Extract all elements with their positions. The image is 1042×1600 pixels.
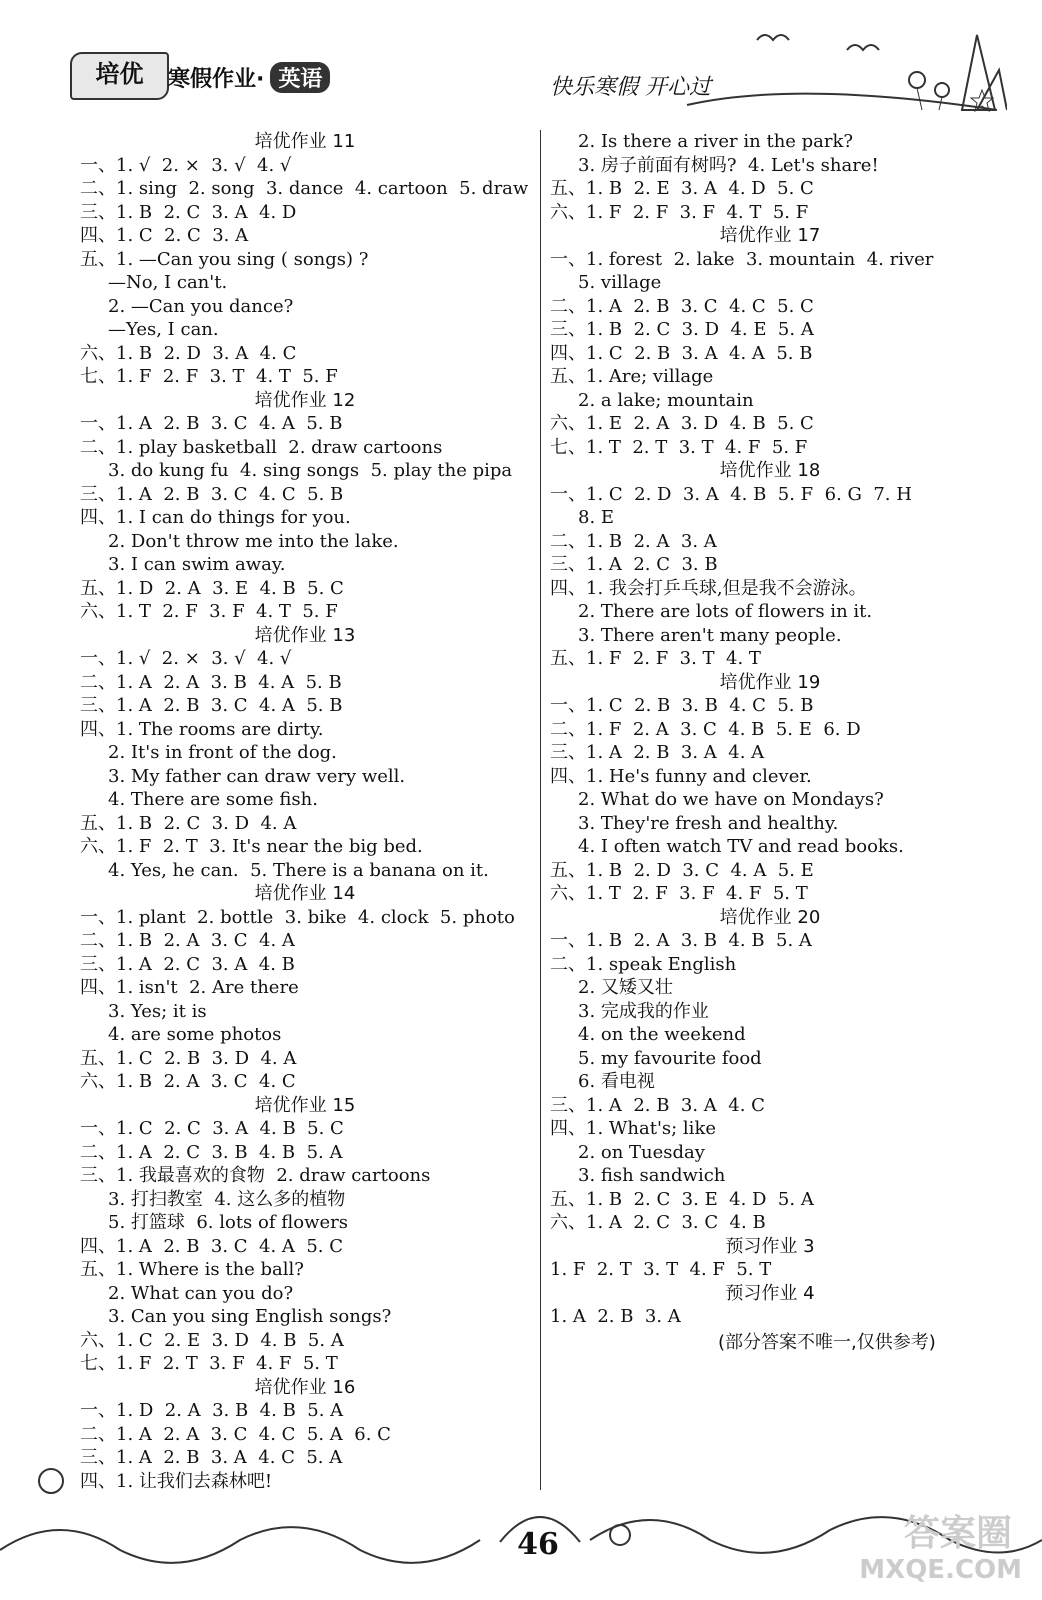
answer-line: 二、1. speak English	[550, 953, 737, 975]
left-column	[80, 130, 530, 1493]
answer-line: 二、1. sing 2. song 3. dance 4. cartoon 5. draw	[80, 178, 529, 199]
header-decoration-icon	[677, 10, 1007, 120]
answer-line: 五、1. C 2. B 3. D 4. A	[80, 1047, 297, 1069]
answer-line: 二、1. A 2. A 3. C 4. C 5. A 6. C	[80, 1423, 391, 1445]
answer-line: 2. a lake; mountain	[578, 389, 754, 411]
answer-line: 六、1. T 2. F 3. F 4. T 5. F	[80, 601, 338, 622]
answer-line: 五、1. B 2. D 3. C 4. A 5. E	[550, 859, 814, 881]
answer-line: 2. It's in front of the dog.	[108, 742, 337, 763]
footnote: (部分答案不唯一,仅供参考)	[718, 1332, 936, 1353]
answer-line: 3. There aren't many people.	[578, 624, 842, 646]
answer-line: 2. There are lots of flowers in it.	[578, 601, 873, 622]
answer-line: 4. are some photos	[108, 1024, 282, 1045]
answer-line: 3. 房子前面有树吗? 4. Let's share!	[578, 154, 879, 176]
answer-line: 一、1. √ 2. × 3. √ 4. √	[80, 154, 292, 176]
answer-line: 一、1. B 2. A 3. B 4. B 5. A	[550, 930, 812, 951]
answer-line: 五、1. F 2. F 3. T 4. T	[550, 648, 761, 669]
answer-line: 一、1. plant 2. bottle 3. bike 4. clock 5. photo	[80, 906, 515, 928]
answer-line: 六、1. F 2. T 3. It's near the big bed.	[80, 836, 423, 857]
answer-line: 二、1. A 2. A 3. B 4. A 5. B	[80, 671, 342, 693]
column-divider	[540, 130, 541, 1490]
answer-line: 七、1. T 2. T 3. T 4. F 5. F	[550, 436, 808, 458]
answer-line: 3. Can you sing English songs?	[108, 1306, 392, 1327]
logo: 培优	[70, 52, 169, 100]
answer-line: 2. 又矮又壮	[578, 977, 673, 998]
answer-line: 5. my favourite food	[578, 1047, 762, 1069]
answer-line: 4. Yes, he can. 5. There is a banana on it.	[108, 859, 489, 881]
answer-line: 六、1. A 2. C 3. C 4. B	[550, 1212, 766, 1233]
section-heading: 培优作业 16	[254, 1376, 356, 1398]
answer-line: 4. I often watch TV and read books.	[578, 836, 904, 857]
answer-line: 六、1. C 2. E 3. D 4. B 5. A	[80, 1329, 344, 1351]
answer-line: 二、1. B 2. A 3. C 4. A	[80, 930, 295, 951]
answer-line: 一、1. C 2. B 3. B 4. C 5. B	[550, 695, 814, 716]
section-heading: 培优作业 19	[719, 671, 821, 693]
answer-line: 三、1. A 2. C 3. A 4. B	[80, 953, 295, 975]
answer-line: 三、1. A 2. B 3. A 4. C 5. A	[80, 1447, 343, 1468]
answer-line: 五、1. D 2. A 3. E 4. B 5. C	[80, 577, 344, 599]
answer-line: 二、1. A 2. B 3. C 4. C 5. C	[550, 295, 814, 317]
answer-line: 3. 完成我的作业	[578, 1000, 709, 1022]
answer-line: 七、1. F 2. F 3. T 4. T 5. F	[80, 366, 338, 387]
answer-line: 六、1. E 2. A 3. D 4. B 5. C	[550, 413, 814, 434]
answer-line: 三、1. A 2. B 3. C 4. A 5. B	[80, 695, 343, 716]
answer-line: 3. 打扫教室 4. 这么多的植物	[108, 1188, 346, 1210]
answer-line: 五、1. B 2. C 3. E 4. D 5. A	[550, 1188, 814, 1210]
answer-line: 四、1. C 2. B 3. A 4. A 5. B	[550, 342, 813, 364]
answer-line: 3. Yes; it is	[108, 1000, 207, 1022]
right-column	[550, 130, 990, 1329]
section-heading: 培优作业 14	[254, 883, 356, 904]
section-heading: 预习作业 3	[725, 1235, 815, 1257]
answer-line: 六、1. F 2. F 3. F 4. T 5. F	[550, 201, 809, 223]
subject-badge: 英语	[270, 62, 330, 93]
answer-line: 七、1. F 2. T 3. F 4. F 5. T	[80, 1353, 338, 1374]
answer-line: —Yes, I can.	[108, 319, 219, 340]
answer-line: 2. on Tuesday	[578, 1141, 705, 1163]
answer-line: 3. do kung fu 4. sing songs 5. play the pipa	[108, 460, 513, 481]
answer-line: 五、1. B 2. C 3. D 4. A	[80, 812, 297, 834]
answer-line: 3. I can swim away.	[108, 554, 286, 575]
answer-line: 一、1. C 2. D 3. A 4. B 5. F 6. G 7. H	[550, 483, 912, 505]
section-heading: 培优作业 18	[719, 460, 821, 481]
answer-line: 五、1. —Can you sing ( songs) ?	[80, 248, 369, 270]
section-heading: 培优作业 11	[254, 131, 356, 152]
answer-line: 三、1. A 2. B 3. C 4. C 5. B	[80, 483, 344, 505]
section-heading: 培优作业 13	[254, 624, 356, 646]
answer-line: 四、1. 我会打乒乓球,但是我不会游泳。	[550, 577, 867, 599]
answer-line: 三、1. B 2. C 3. A 4. D	[80, 201, 297, 223]
answer-line: 2. —Can you dance?	[108, 295, 294, 317]
answer-line: 四、1. A 2. B 3. C 4. A 5. C	[80, 1235, 344, 1257]
answer-line: 二、1. B 2. A 3. A	[550, 530, 717, 552]
answer-line: —No, I can't.	[108, 272, 228, 293]
section-heading: 培优作业 20	[719, 906, 821, 928]
answer-line: 五、1. Are; village	[550, 366, 714, 387]
answer-line: 2. Don't throw me into the lake.	[108, 530, 399, 552]
answer-line: 二、1. F 2. A 3. C 4. B 5. E 6. D	[550, 718, 861, 740]
answer-line: 2. What do we have on Mondays?	[578, 789, 884, 810]
section-heading: 培优作业 17	[719, 225, 821, 246]
answer-line: 一、1. √ 2. × 3. √ 4. √	[80, 648, 292, 669]
watermark-url: MXQE.COM	[859, 1555, 1022, 1585]
answer-line: 六、1. B 2. A 3. C 4. C	[80, 1071, 296, 1092]
answer-line: 三、1. A 2. B 3. A 4. A	[550, 742, 765, 763]
answer-line: 四、1. The rooms are dirty.	[80, 718, 324, 740]
answer-line: 5. village	[578, 272, 662, 293]
answer-line: 四、1. What's; like	[550, 1118, 716, 1139]
answer-line: 五、1. Where is the ball?	[80, 1259, 304, 1280]
answer-line: 四、1. I can do things for you.	[80, 507, 351, 528]
answer-line: 一、1. forest 2. lake 3. mountain 4. river	[550, 248, 934, 270]
answer-line: 1. F 2. T 3. T 4. F 5. T	[550, 1259, 772, 1280]
answer-line: 二、1. play basketball 2. draw cartoons	[80, 436, 443, 458]
answer-line: 2. What can you do?	[108, 1282, 294, 1304]
answer-line: 4. There are some fish.	[108, 789, 318, 810]
answer-line: 3. fish sandwich	[578, 1165, 726, 1186]
answer-line: 5. 打篮球 6. lots of flowers	[108, 1212, 348, 1233]
section-heading: 预习作业 4	[725, 1282, 815, 1304]
answer-line: 三、1. A 2. B 3. A 4. C	[550, 1094, 765, 1116]
answer-line: 3. My father can draw very well.	[108, 765, 406, 787]
section-heading: 培优作业 15	[254, 1094, 356, 1116]
answer-line: 6. 看电视	[578, 1071, 655, 1092]
book-title	[168, 62, 330, 93]
answer-line: 四、1. He's funny and clever.	[550, 765, 812, 787]
answer-line: 三、1. B 2. C 3. D 4. E 5. A	[550, 319, 814, 340]
page-header	[0, 0, 1042, 125]
slogan: 快乐寒假 开心过	[550, 75, 711, 100]
answer-line: 一、1. A 2. B 3. C 4. A 5. B	[80, 413, 343, 434]
answer-line: 一、1. D 2. A 3. B 4. B 5. A	[80, 1400, 344, 1421]
page-number: 46	[517, 1527, 559, 1562]
answer-line: 三、1. A 2. C 3. B	[550, 554, 718, 575]
answer-line: 四、1. C 2. C 3. A	[80, 225, 249, 246]
answer-line: 三、1. 我最喜欢的食物 2. draw cartoons	[80, 1165, 431, 1186]
answer-line: 一、1. C 2. C 3. A 4. B 5. C	[80, 1118, 344, 1139]
answer-line: 2. Is there a river in the park?	[578, 131, 854, 152]
answer-line: 六、1. B 2. D 3. A 4. C	[80, 342, 297, 364]
answer-line: 五、1. B 2. E 3. A 4. D 5. C	[550, 178, 814, 199]
answer-line: 六、1. T 2. F 3. F 4. F 5. T	[550, 883, 808, 904]
answer-line: 四、1. 让我们去森林吧!	[80, 1470, 273, 1492]
answer-line: 1. A 2. B 3. A	[550, 1306, 681, 1327]
watermark-logo: 答案圈	[903, 1513, 1012, 1554]
answer-line: 4. on the weekend	[578, 1024, 746, 1045]
answer-line: 四、1. isn't 2. Are there	[80, 977, 299, 998]
section-heading: 培优作业 12	[254, 389, 356, 411]
answer-line: 8. E	[578, 507, 615, 528]
answer-line: 二、1. A 2. C 3. B 4. B 5. A	[80, 1141, 343, 1163]
book-title-text: 寒假作业·	[168, 67, 265, 92]
answer-line: 3. They're fresh and healthy.	[578, 812, 839, 834]
